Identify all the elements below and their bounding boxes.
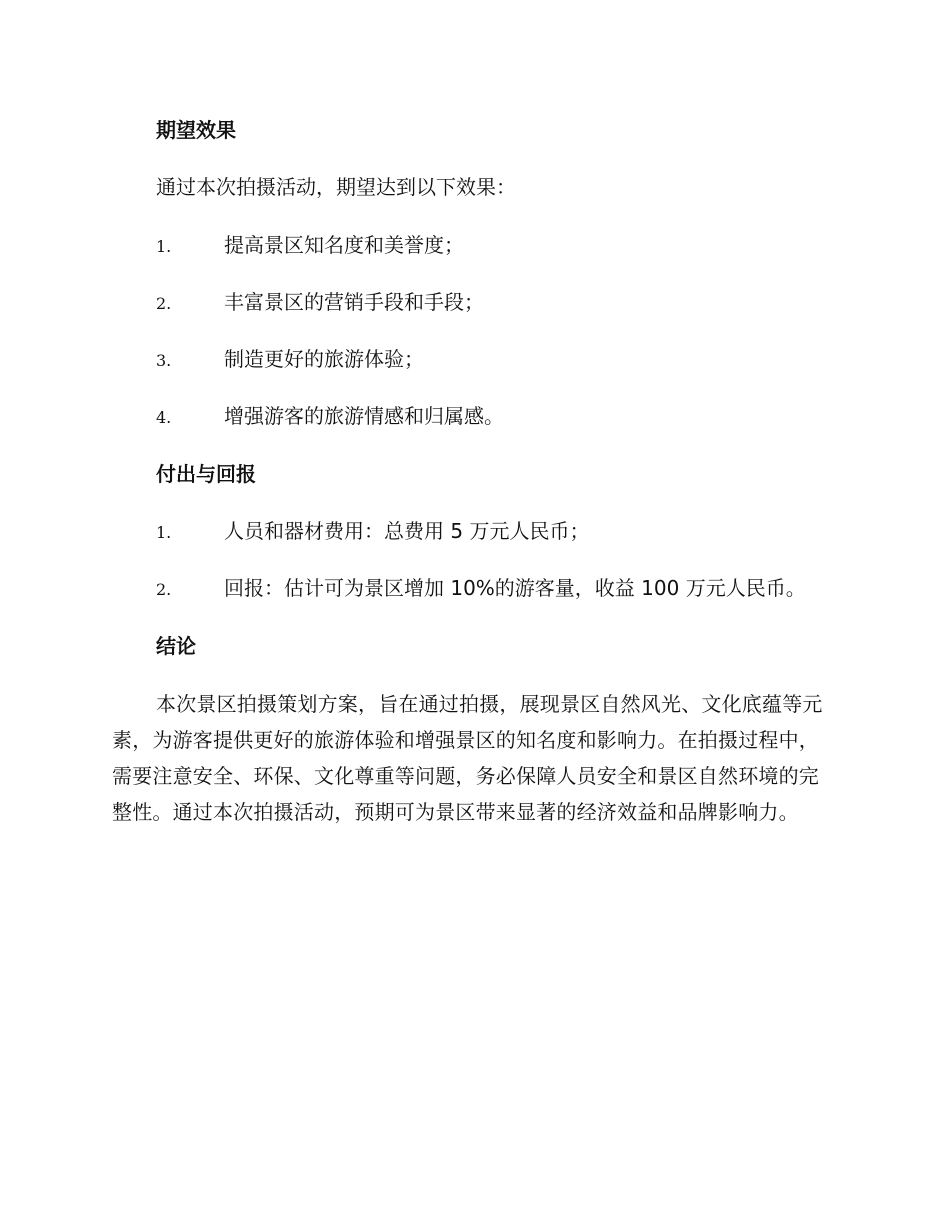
list-number: 2. [156, 294, 172, 313]
section-heading-conclusion: 结论 [156, 634, 196, 658]
expected-intro: 通过本次拍摄活动，期望达到以下效果： [156, 175, 516, 199]
list-text: 增强游客的旅游情感和归属感。 [224, 404, 504, 428]
expected-list-item [156, 288, 856, 316]
section-heading-expected: 期望效果 [156, 118, 236, 142]
list-number: 3. [156, 351, 172, 370]
cost-list-item [156, 517, 856, 545]
list-text: 制造更好的旅游体验； [224, 347, 424, 371]
list-text: 丰富景区的营销手段和手段； [224, 290, 484, 314]
list-number: 1. [156, 523, 172, 542]
list-text: 提高景区知名度和美誉度； [224, 233, 464, 257]
expected-list-item [156, 402, 856, 430]
list-text: 人员和器材费用：总费用 5 万元人民币； [224, 519, 590, 543]
expected-list-item [156, 231, 856, 259]
section-heading-cost: 付出与回报 [156, 462, 256, 486]
list-text: 回报：估计可为景区增加 10%的游客量，收益 100 万元人民币。 [224, 576, 806, 600]
conclusion-paragraph: 本次景区拍摄策划方案，旨在通过拍摄，展现景区自然风光、文化底蕴等元素，为游客提供更好的旅游体验和增强景区的知名度和影响力。在拍摄过程中，需要注意安全、环保、文化尊重等问题，务必保障人员安全和景区自然环境的完整性。通过本次拍摄活动，预期可为景区带来显著的经济效益和品牌影响力。 [112, 692, 823, 824]
list-number: 2. [156, 580, 172, 599]
list-number: 1. [156, 237, 172, 256]
cost-list-item [156, 574, 856, 602]
expected-list-item [156, 345, 856, 373]
list-number: 4. [156, 408, 172, 427]
